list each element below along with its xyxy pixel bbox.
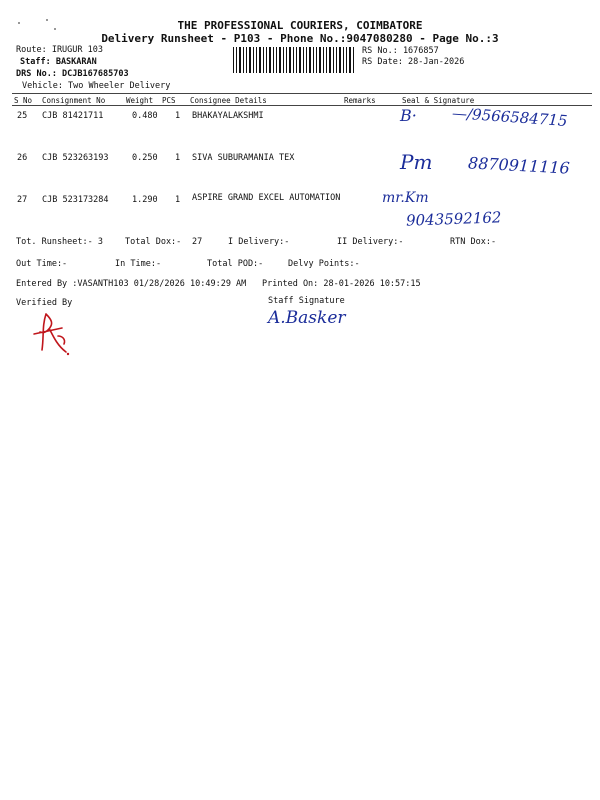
col-weight-header: Weight: [126, 96, 154, 105]
total-pod-label: Total POD:-: [207, 259, 264, 269]
printed-on: Printed On: 28-01-2026 10:57:15: [262, 279, 421, 289]
handwritten-phone: —/9566584715: [451, 103, 568, 131]
company-title: THE PROFESSIONAL COURIERS, COIMBATORE: [177, 19, 423, 32]
tot-runsheet: Tot. Runsheet:- 3: [16, 237, 103, 247]
total-dox-label: Total Dox:-: [125, 237, 182, 247]
i-delivery-label: I Delivery:-: [228, 237, 290, 247]
row-pcs: 1: [175, 153, 181, 163]
row-consignee: ASPIRE GRAND EXCEL AUTOMATION: [192, 193, 341, 203]
handwritten-signature: Pm: [400, 150, 433, 174]
delvy-points-label: Delvy Points:-: [288, 259, 360, 269]
out-time-label: Out Time:-: [16, 259, 68, 269]
row-pcs: 1: [175, 111, 181, 121]
rtn-dox-label: RTN Dox:-: [450, 237, 497, 247]
row-consignee: BHAKAYALAKSHMI: [192, 111, 264, 121]
table-top-rule: [12, 93, 592, 94]
row-sno: 25: [17, 111, 28, 121]
verified-signature-mark: [28, 306, 82, 360]
col-seal-header: Seal & Signature: [402, 96, 475, 105]
staff-label: Staff: BASKARAN: [20, 57, 97, 67]
runsheet-subtitle: Delivery Runsheet - P103 - Phone No.:9047080280 - Page No.:3: [101, 32, 499, 45]
table-header-rule: [12, 105, 592, 106]
col-sno-header: S No: [14, 96, 33, 105]
row-consignment: CJB 523263193: [42, 153, 109, 163]
rs-number: RS No.: 1676857: [362, 46, 439, 56]
col-remarks-header: Remarks: [344, 96, 376, 105]
entered-by: Entered By :VASANTH103 01/28/2026 10:49:29 AM: [16, 279, 247, 289]
drs-number: DRS No.: DCJB167685703: [16, 69, 129, 79]
rs-date: RS Date: 28-Jan-2026: [362, 57, 465, 67]
row-weight: 1.290: [132, 195, 158, 205]
row-consignment: CJB 523173284: [42, 195, 109, 205]
barcode: [232, 47, 358, 73]
col-consignment-header: Consignment No: [42, 96, 106, 105]
row-pcs: 1: [175, 195, 181, 205]
row-weight: 0.480: [132, 111, 158, 121]
col-consignee-header: Consignee Details: [190, 96, 267, 105]
row-sno: 26: [17, 153, 28, 163]
verified-by-label: Verified By: [16, 298, 73, 308]
row-weight: 0.250: [132, 153, 158, 163]
ii-delivery-label: II Delivery:-: [337, 237, 404, 247]
in-time-label: In Time:-: [115, 259, 162, 269]
route-label: Route: IRUGUR 103: [16, 45, 103, 55]
col-pcs-header: PCS: [162, 96, 176, 105]
handwritten-signature: mr.Km: [382, 190, 429, 206]
staff-signature-label: Staff Signature: [268, 296, 345, 306]
row-sno: 27: [17, 195, 28, 205]
handwritten-phone: 9043592162: [405, 208, 502, 230]
row-consignment: CJB 81421711: [42, 111, 104, 121]
row-consignee: SIVA SUBURAMANIA TEX: [192, 153, 295, 163]
total-dox-value: 27: [192, 237, 203, 247]
staff-handwritten-signature: A.Basker: [268, 308, 346, 328]
handwritten-phone: 8870911116: [467, 153, 571, 178]
handwritten-signature: B·: [400, 106, 417, 125]
vehicle-label: Vehicle: Two Wheeler Delivery: [22, 81, 171, 91]
